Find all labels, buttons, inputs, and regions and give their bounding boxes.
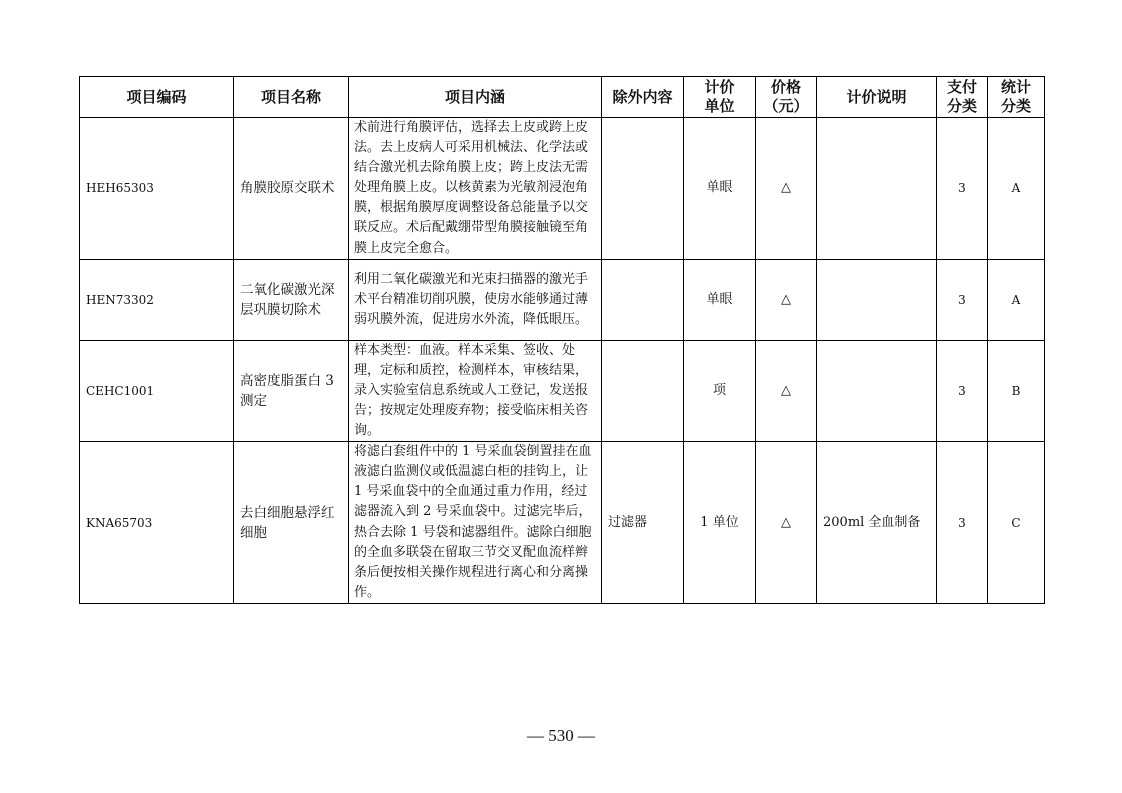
- header-unit: 计价 单位: [684, 77, 756, 118]
- header-pay-category: 支付 分类: [937, 77, 988, 118]
- row-content: 术前进行角膜评估，选择去上皮或跨上皮法。去上皮病人可采用机械法、化学法或结合激光机去除角膜上皮；跨上皮法无需处理角膜上皮。以核黄素为光敏剂浸泡角膜，根据角膜厚度调整设备总能量予以交联反应。术后配戴绷带型角膜接触镜至角膜上皮完全愈合。: [349, 118, 602, 260]
- row-name: 角膜胶原交联术: [234, 118, 349, 260]
- table-row: [80, 340, 1045, 441]
- row-content: 将滤白套组件中的 1 号采血袋倒置挂在血液滤白监测仪或低温滤白柜的挂钩上，让 1 号采血袋中的全血通过重力作用，经过滤器流入到 2 号采血袋中。过滤完毕后，热合去除 1 号袋和滤器组件。滤除白细胞的全血多联袋在留取三节交叉配血流样辫条后便按相关操作规程进行离心和分离操作。: [349, 442, 602, 604]
- row-name: 去白细胞悬浮红细胞: [234, 442, 349, 604]
- header-name: 项目名称: [234, 77, 349, 118]
- pricing-table: [79, 76, 1045, 604]
- header-excluded: 除外内容: [602, 77, 684, 118]
- row-price: △: [756, 442, 817, 604]
- table-header-row: [80, 77, 1045, 118]
- row-note: [817, 340, 937, 441]
- table-row: [80, 118, 1045, 260]
- row-content: 样本类型：血液。样本采集、签收、处理，定标和质控，检测样本，审核结果，录入实验室信息系统或人工登记，发送报告；按规定处理废弃物；接受临床相关咨询。: [349, 340, 602, 441]
- row-note: 200ml 全血制备: [817, 442, 937, 604]
- row-price: △: [756, 259, 817, 340]
- row-name: 高密度脂蛋白 3 测定: [234, 340, 349, 441]
- row-name: 二氧化碳激光深层巩膜切除术: [234, 259, 349, 340]
- row-unit: 单眼: [684, 259, 756, 340]
- row-excluded: 过滤器: [602, 442, 684, 604]
- page-number: — 530 —: [527, 726, 595, 745]
- row-price: △: [756, 340, 817, 441]
- row-pay-category: 3: [937, 340, 988, 441]
- header-stat-category: 统计 分类: [988, 77, 1045, 118]
- row-unit: 1 单位: [684, 442, 756, 604]
- header-content: 项目内涵: [349, 77, 602, 118]
- header-price: 价格 （元）: [756, 77, 817, 118]
- row-unit: 单眼: [684, 118, 756, 260]
- row-stat-category: A: [988, 118, 1045, 260]
- row-stat-category: C: [988, 442, 1045, 604]
- row-price: △: [756, 118, 817, 260]
- row-code: CEHC1001: [80, 340, 234, 441]
- table-row: [80, 259, 1045, 340]
- row-note: [817, 118, 937, 260]
- row-pay-category: 3: [937, 442, 988, 604]
- header-note: 计价说明: [817, 77, 937, 118]
- header-code: 项目编码: [80, 77, 234, 118]
- row-pay-category: 3: [937, 259, 988, 340]
- row-content: 利用二氧化碳激光和光束扫描器的激光手术平台精准切削巩膜，使房水能够通过薄弱巩膜外流，促进房水外流，降低眼压。: [349, 259, 602, 340]
- row-pay-category: 3: [937, 118, 988, 260]
- row-stat-category: B: [988, 340, 1045, 441]
- row-code: HEH65303: [80, 118, 234, 260]
- row-unit: 项: [684, 340, 756, 441]
- row-excluded: [602, 340, 684, 441]
- row-stat-category: A: [988, 259, 1045, 340]
- row-code: KNA65703: [80, 442, 234, 604]
- row-excluded: [602, 259, 684, 340]
- row-code: HEN73302: [80, 259, 234, 340]
- row-excluded: [602, 118, 684, 260]
- row-note: [817, 259, 937, 340]
- table-row: [80, 442, 1045, 604]
